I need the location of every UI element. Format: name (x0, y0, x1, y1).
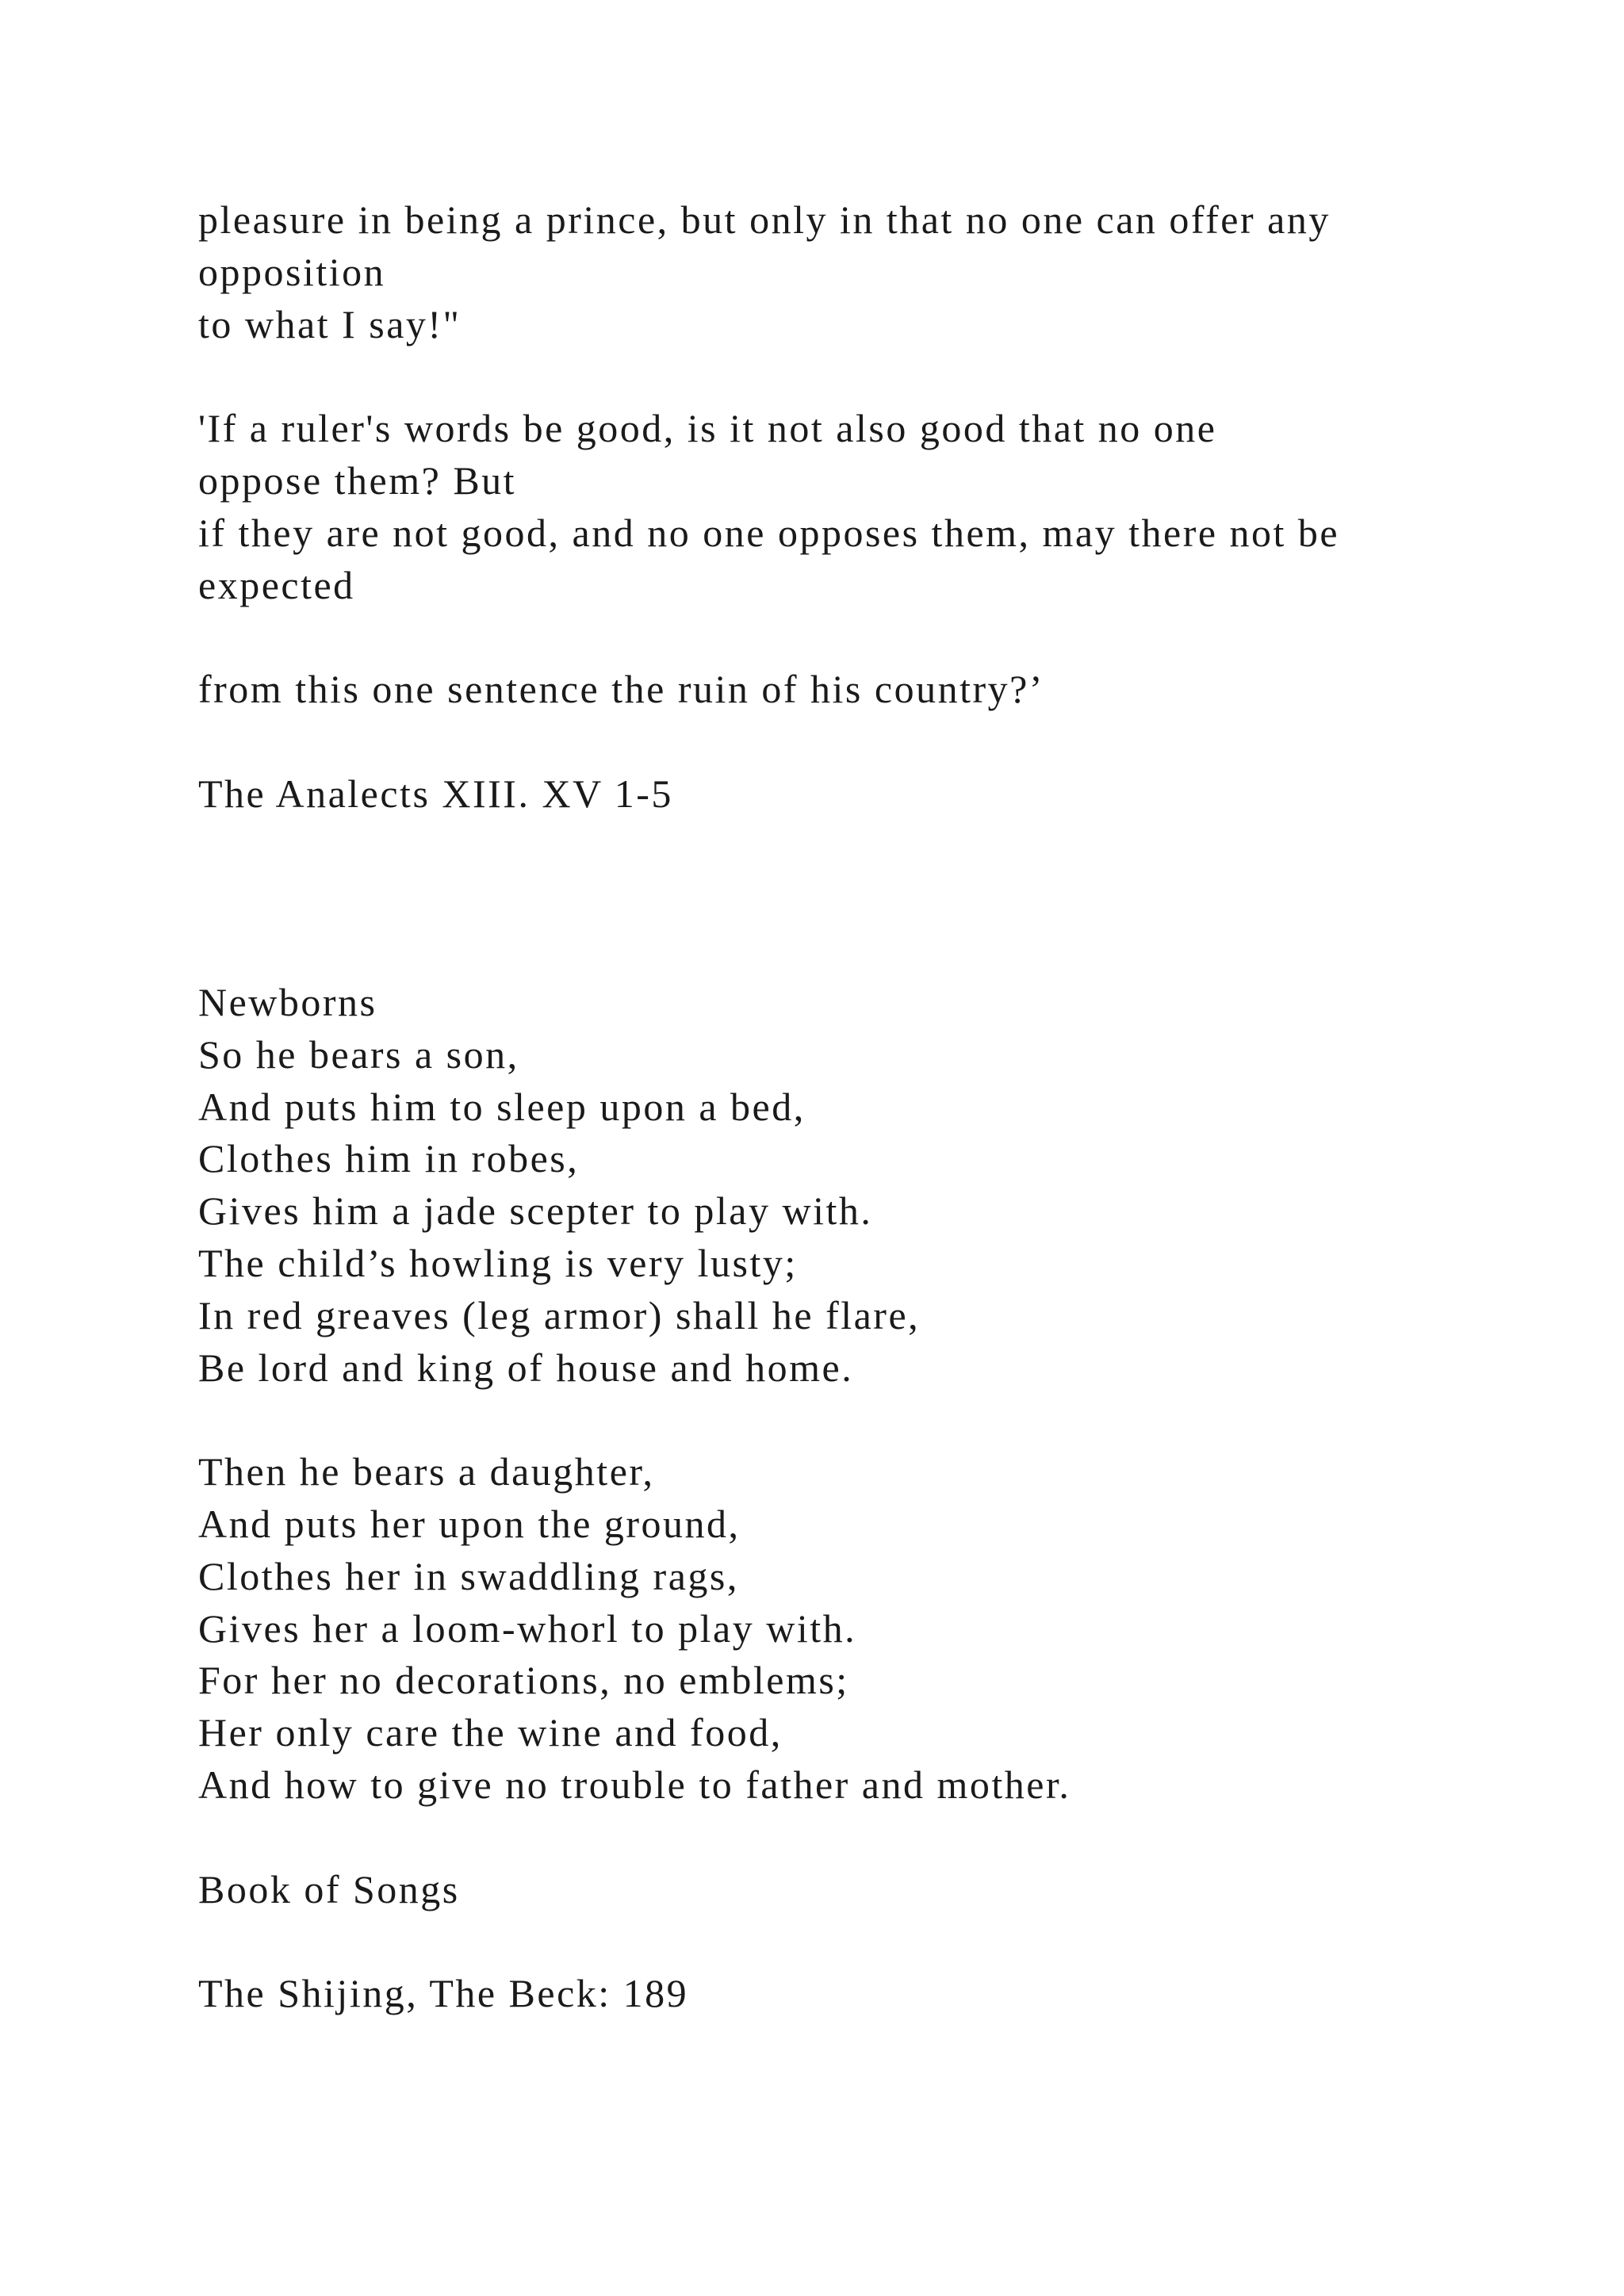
poem-line: And puts him to sleep upon a bed, (198, 1084, 806, 1129)
text-line: from this one sentence the ruin of his country?’ (198, 667, 1044, 712)
poem-line: The child’s howling is very lusty; (198, 1240, 798, 1285)
text-line: opposition (198, 249, 386, 294)
poem-line: Her only care the wine and food, (198, 1710, 783, 1755)
poem-line: Gives her a loom-whorl to play with. (198, 1605, 857, 1651)
citation: The Analects XIII. XV 1-5 (198, 771, 673, 816)
poem-line: Clothes him in robes, (198, 1136, 580, 1181)
poem-line: Clothes her in swaddling rags, (198, 1553, 739, 1598)
text-line: if they are not good, and no one opposes them, may there not be (198, 510, 1340, 555)
document-body (198, 194, 1546, 2020)
poem-line: In red greaves (leg armor) shall he flare, (198, 1292, 921, 1337)
source-label: Book of Songs (198, 1866, 460, 1911)
poem-line: And puts her upon the ground, (198, 1501, 741, 1546)
poem-line: Gives him a jade scepter to play with. (198, 1188, 873, 1234)
poem-line: Then he bears a daughter, (198, 1449, 655, 1494)
text-line: expected (198, 562, 355, 607)
poem-line: For her no decorations, no emblems; (198, 1658, 849, 1703)
text-line: to what I say!" (198, 301, 462, 346)
poem-line: So he bears a son, (198, 1031, 519, 1077)
poem-line: Be lord and king of house and home. (198, 1345, 854, 1390)
citation: The Shijing, The Beck: 189 (198, 1971, 689, 2016)
text-line: oppose them? But (198, 457, 517, 503)
text-line: 'If a ruler's words be good, is it not also good that no one (198, 406, 1217, 451)
poem-line: And how to give no trouble to father and mother. (198, 1762, 1071, 1807)
poem-title: Newborns (198, 979, 377, 1024)
text-line: pleasure in being a prince, but only in that no one can offer any (198, 197, 1331, 242)
